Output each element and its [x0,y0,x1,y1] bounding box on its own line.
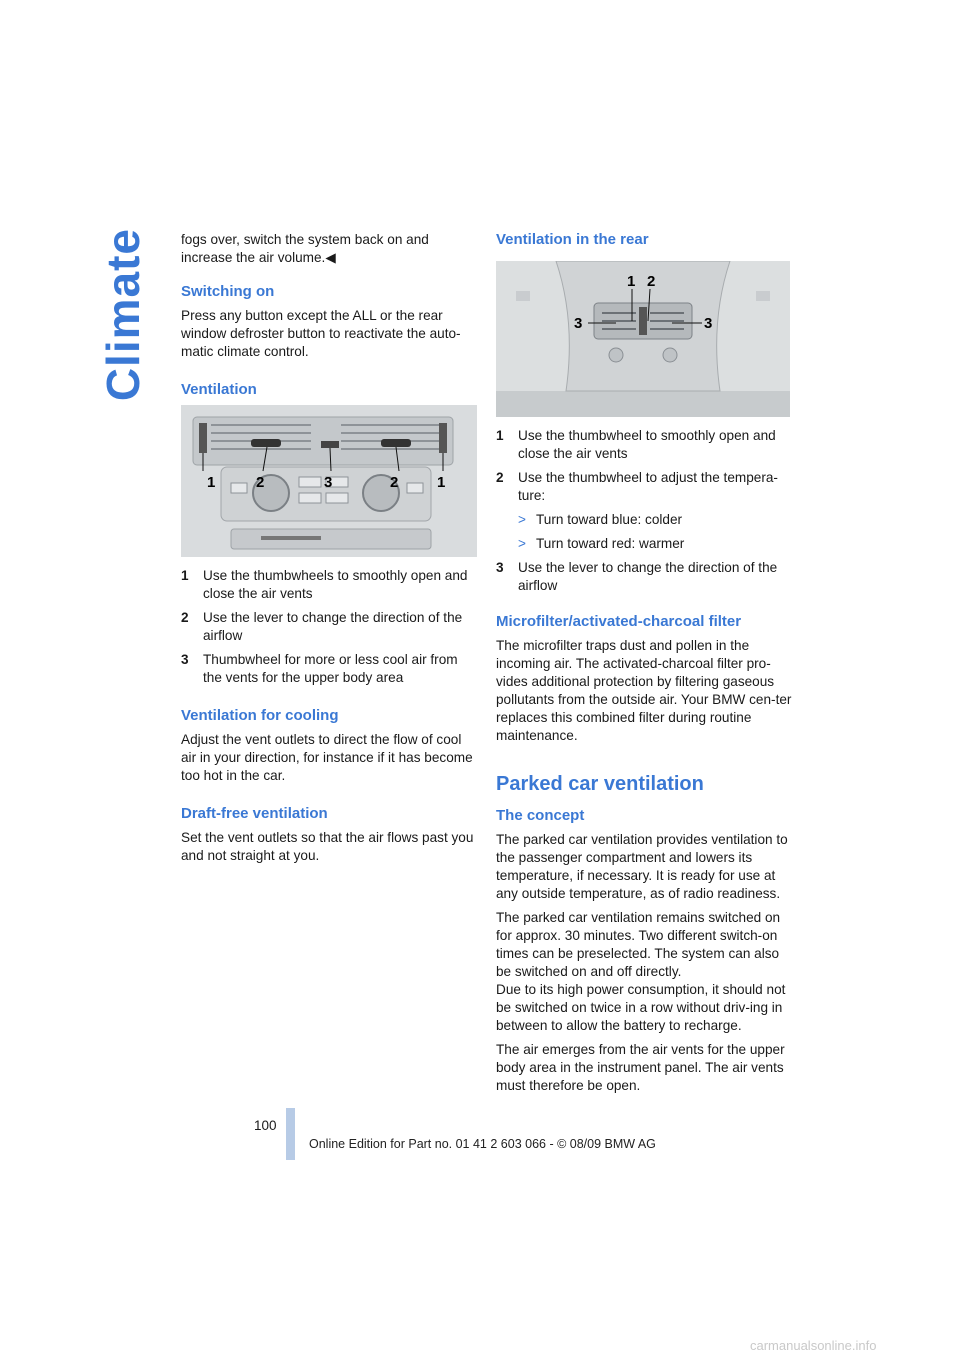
list-item: 3 Use the lever to change the direction of the airflow [496,560,778,593]
figure-label: 1 [627,273,636,290]
list-item: 1 Use the thumbwheels to smoothly open and close the air vents [181,568,468,601]
parked-text-3: Due to its high power consumption, it should not be switched on twice in a row without driv-ing in between to allow the battery to recharge. [496,982,786,1033]
figure-label: 3 [704,315,713,332]
microfilter-heading: Microfilter/activated-charcoal filter [496,613,742,630]
switching-on-heading: Switching on [181,283,275,300]
parked-text-1: The parked car ventilation provides ventilation to the passenger compartment and lowers its temperature, if necessary. It is ready for use at any outside temperature, as of radio readiness. [496,832,788,901]
chapter-title: Climate [97,228,149,402]
switching-on-text: Press any button except the ALL or the rear window defroster button to reactivate the auto-matic climate control. [181,308,461,359]
footer-bar [286,1108,295,1160]
figure-label: 3 [574,315,583,332]
figure-label: 1 [437,474,446,491]
left-column [181,231,477,871]
figure-label: 1 [207,474,216,491]
edition-note: Online Edition for Part no. 01 41 2 603 066 - © 08/09 BMW AG [309,1137,656,1151]
figure-label: 3 [324,474,333,491]
watermark: carmanualsonline.info [750,1338,877,1353]
list-item: 1 Use the thumbwheel to smoothly open and close the air vents [496,428,776,461]
parked-text-4: The air emerges from the air vents for the upper body area in the instrument panel. The air vents must therefore be open. [496,1042,785,1093]
list-item: 3 Thumbwheel for more or less cool air from the vents for the upper body area [181,652,458,685]
list-item: 2 Use the lever to change the direction of the airflow [181,610,463,643]
bullet-item: > Turn toward blue: colder [518,512,683,527]
list-item: 2 Use the thumbwheel to adjust the tempera-ture: [496,470,778,503]
cooling-text: Adjust the vent outlets to direct the flow of cool air in your direction, for instance if it has become too hot in the car. [181,732,473,783]
bullet-item: > Turn toward red: warmer [518,536,685,551]
page-number: 100 [254,1118,277,1133]
parked-text-2: The parked car ventilation remains switched on for approx. 30 minutes. Two different switch-on times can be preselected. The system can also be switched on and off directly. [496,910,781,979]
ventilation-heading: Ventilation [181,381,257,398]
microfilter-text: The microfilter traps dust and pollen in the incoming air. The activated-charcoal filter pro-vides additional protection by filtering gaseous pollutants from the outside air. Your BMW cen-ter replaces this combined filter during routine maintenance. [496,638,792,743]
draft-free-heading: Draft-free ventilation [181,805,328,822]
concept-heading: The concept [496,807,585,824]
right-column [496,231,792,1101]
front-vents-figure [181,405,477,557]
intro-paragraph: fogs over, switch the system back on and increase the air volume.◀ [181,232,429,265]
end-mark: ◀ [325,250,336,265]
parked-ventilation-heading: Parked car ventilation [496,773,704,795]
rear-vents-figure [496,261,790,417]
cooling-heading: Ventilation for cooling [181,707,339,724]
draft-free-text: Set the vent outlets so that the air flows past you and not straight at you. [181,830,474,863]
rear-ventilation-heading: Ventilation in the rear [496,231,649,248]
figure-label: 2 [390,474,399,491]
figure-label: 2 [256,474,265,491]
figure-label: 2 [647,273,656,290]
